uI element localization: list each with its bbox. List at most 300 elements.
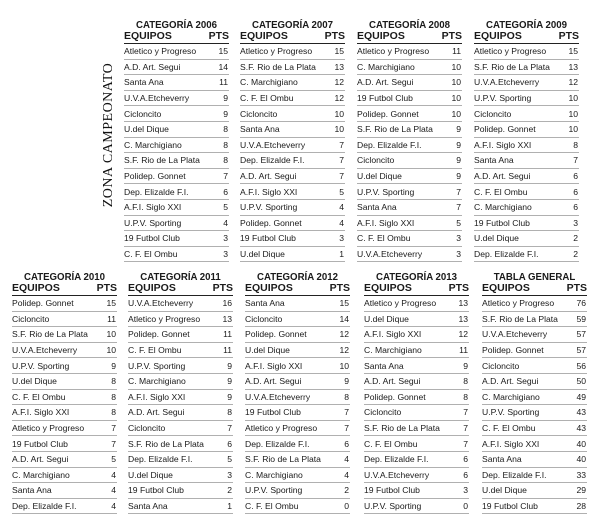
- header-equipos: EQUIPOS: [12, 282, 60, 294]
- table-row: [124, 247, 229, 263]
- team-name: A.D. Art. Segui: [245, 376, 302, 387]
- table-row: [474, 138, 579, 154]
- team-points: 43: [576, 423, 586, 434]
- team-name: C. F. El Ombu: [357, 233, 411, 244]
- table-row: [240, 91, 345, 107]
- team-name: U.del Dique: [245, 345, 290, 356]
- team-points: 6: [344, 438, 349, 449]
- team-name: 19 Futbol Club: [245, 407, 301, 418]
- team-points: 15: [339, 298, 349, 309]
- table-row: [128, 483, 233, 499]
- table-row: [124, 106, 229, 122]
- team-name: Atletico y Progreso: [474, 46, 547, 57]
- team-points: 12: [334, 77, 344, 88]
- team-points: 10: [106, 345, 116, 356]
- team-name: C. F. El Ombu: [474, 186, 528, 197]
- team-points: 40: [576, 454, 586, 465]
- table-header: [240, 31, 345, 44]
- team-points: 13: [458, 298, 468, 309]
- table-title: TABLA GENERAL: [493, 271, 576, 283]
- team-name: Santa Ana: [364, 360, 404, 371]
- team-points: 9: [456, 171, 461, 182]
- team-name: Dep. Elizalde F.I.: [240, 155, 305, 166]
- team-points: 3: [339, 233, 344, 244]
- team-name: S.F. Rio de La Plata: [364, 423, 440, 434]
- team-name: C. F. El Ombu: [240, 93, 294, 104]
- team-name: Cicloncito: [12, 313, 50, 324]
- header-pts: PTS: [212, 282, 233, 294]
- table-header: [474, 31, 579, 44]
- team-name: Atletico y Progreso: [240, 46, 313, 57]
- table-row: [240, 122, 345, 138]
- table-title: CATEGORÍA 2010: [23, 271, 106, 283]
- team-name: A.F.I. Siglo XXI: [245, 360, 303, 371]
- team-points: 10: [568, 108, 578, 119]
- team-name: S.F. Rio de La Plata: [482, 313, 558, 324]
- team-name: U.P.V. Sporting: [128, 360, 186, 371]
- table-row: [474, 75, 579, 91]
- team-name: U.P.V. Sporting: [474, 93, 532, 104]
- team-points: 15: [568, 46, 578, 57]
- team-points: 12: [458, 329, 468, 340]
- table-row: [240, 75, 345, 91]
- team-name: U.P.V. Sporting: [357, 186, 415, 197]
- team-points: 9: [456, 139, 461, 150]
- table-row: [482, 374, 587, 390]
- team-name: S.F. Rio de La Plata: [240, 61, 316, 72]
- team-points: 6: [573, 202, 578, 213]
- team-name: U.V.A.Etcheverry: [128, 298, 194, 309]
- team-name: Santa Ana: [474, 155, 514, 166]
- table-row: [128, 436, 233, 452]
- team-points: 13: [334, 61, 344, 72]
- table-row: [240, 60, 345, 76]
- table-row: [124, 153, 229, 169]
- table-row: [245, 327, 350, 343]
- header-equipos: EQUIPOS: [474, 30, 522, 42]
- team-name: 19 Futbol Club: [124, 233, 180, 244]
- table-row: [357, 60, 462, 76]
- team-name: Dep. Elizalde F.I.: [482, 469, 547, 480]
- team-points: 10: [568, 124, 578, 135]
- team-points: 6: [463, 469, 468, 480]
- header-pts: PTS: [448, 282, 469, 294]
- team-name: A.D. Art. Segui: [482, 376, 539, 387]
- table-header: [364, 283, 469, 296]
- team-points: 8: [111, 391, 116, 402]
- table-row: [245, 312, 350, 328]
- team-points: 9: [344, 376, 349, 387]
- table-row: [357, 122, 462, 138]
- team-points: 76: [576, 298, 586, 309]
- table-row: [482, 327, 587, 343]
- team-name: Dep. Elizalde F.I.: [128, 454, 193, 465]
- team-points: 5: [223, 202, 228, 213]
- team-name: 19 Futbol Club: [482, 501, 538, 512]
- table-row: [364, 452, 469, 468]
- team-name: C. Marchigiano: [12, 469, 70, 480]
- team-points: 14: [218, 61, 228, 72]
- table-row: [128, 499, 233, 515]
- team-points: 7: [339, 155, 344, 166]
- team-points: 4: [111, 469, 116, 480]
- team-name: U.P.V. Sporting: [240, 202, 298, 213]
- team-points: 7: [463, 438, 468, 449]
- team-points: 8: [227, 407, 232, 418]
- team-points: 10: [451, 77, 461, 88]
- table-row: [128, 468, 233, 484]
- team-points: 10: [451, 108, 461, 119]
- table-row: [364, 499, 469, 515]
- team-points: 10: [568, 93, 578, 104]
- team-name: A.D. Art. Segui: [474, 171, 531, 182]
- team-points: 10: [339, 360, 349, 371]
- team-points: 10: [334, 124, 344, 135]
- team-name: Polidep. Gonnet: [245, 329, 307, 340]
- table-row: [128, 327, 233, 343]
- team-points: 6: [227, 438, 232, 449]
- team-points: 15: [334, 46, 344, 57]
- team-name: U.V.A.Etcheverry: [357, 249, 423, 260]
- team-name: C. Marchigiano: [240, 77, 298, 88]
- team-name: U.P.V. Sporting: [12, 360, 70, 371]
- team-points: 3: [223, 249, 228, 260]
- table-row: [240, 216, 345, 232]
- table-row: [474, 231, 579, 247]
- table-row: [128, 452, 233, 468]
- team-points: 13: [568, 61, 578, 72]
- table-row: [128, 312, 233, 328]
- standings-table: [357, 20, 462, 262]
- table-row: [482, 296, 587, 312]
- team-points: 10: [334, 108, 344, 119]
- team-points: 9: [111, 360, 116, 371]
- team-name: S.F. Rio de La Plata: [128, 438, 204, 449]
- team-name: Dep. Elizalde F.I.: [357, 139, 422, 150]
- team-points: 43: [576, 407, 586, 418]
- team-name: Cicloncito: [357, 155, 395, 166]
- table-row: [124, 216, 229, 232]
- team-points: 8: [463, 376, 468, 387]
- team-points: 7: [111, 423, 116, 434]
- team-name: A.F.I. Siglo XXI: [482, 438, 540, 449]
- team-points: 0: [463, 501, 468, 512]
- team-points: 7: [227, 423, 232, 434]
- team-points: 12: [339, 345, 349, 356]
- table-row: [12, 343, 117, 359]
- team-name: A.D. Art. Segui: [364, 376, 421, 387]
- team-points: 11: [459, 345, 468, 356]
- table-row: [364, 296, 469, 312]
- table-row: [240, 184, 345, 200]
- team-points: 49: [576, 391, 586, 402]
- table-row: [245, 390, 350, 406]
- team-name: Santa Ana: [245, 298, 285, 309]
- team-points: 29: [576, 485, 586, 496]
- team-points: 7: [573, 155, 578, 166]
- team-points: 4: [344, 454, 349, 465]
- team-name: U.P.V. Sporting: [245, 485, 303, 496]
- table-row: [364, 390, 469, 406]
- table-row: [245, 483, 350, 499]
- table-row: [245, 296, 350, 312]
- table-row: [128, 390, 233, 406]
- table-row: [364, 374, 469, 390]
- team-points: 6: [223, 186, 228, 197]
- team-name: S.F. Rio de La Plata: [12, 329, 88, 340]
- header-equipos: EQUIPOS: [357, 30, 405, 42]
- team-name: Dep. Elizalde F.I.: [12, 501, 77, 512]
- team-name: A.F.I. Siglo XXI: [124, 202, 182, 213]
- table-row: [12, 374, 117, 390]
- table-row: [364, 358, 469, 374]
- team-name: U.V.A.Etcheverry: [364, 469, 430, 480]
- table-row: [245, 343, 350, 359]
- team-points: 5: [111, 454, 116, 465]
- table-row: [240, 44, 345, 60]
- team-points: 4: [339, 217, 344, 228]
- team-name: Dep. Elizalde F.I.: [124, 186, 189, 197]
- team-points: 8: [111, 376, 116, 387]
- team-points: 50: [576, 376, 586, 387]
- team-points: 8: [223, 155, 228, 166]
- team-name: Cicloncito: [124, 108, 162, 119]
- team-points: 9: [227, 391, 232, 402]
- team-name: U.del Dique: [482, 485, 527, 496]
- team-points: 11: [107, 313, 116, 324]
- team-points: 9: [227, 376, 232, 387]
- team-name: Cicloncito: [128, 423, 166, 434]
- team-name: U.del Dique: [474, 233, 519, 244]
- team-name: U.del Dique: [240, 249, 285, 260]
- team-name: A.F.I. Siglo XXI: [364, 329, 422, 340]
- table-row: [245, 452, 350, 468]
- team-name: Atletico y Progreso: [245, 423, 318, 434]
- team-name: Cicloncito: [245, 313, 283, 324]
- table-header: [482, 283, 587, 296]
- standings-table: [482, 272, 587, 514]
- team-points: 2: [344, 485, 349, 496]
- team-name: A.F.I. Siglo XXI: [474, 139, 532, 150]
- table-row: [124, 169, 229, 185]
- table-row: [245, 468, 350, 484]
- header-pts: PTS: [96, 282, 117, 294]
- team-name: Santa Ana: [124, 77, 164, 88]
- table-row: [474, 91, 579, 107]
- header-equipos: EQUIPOS: [124, 30, 172, 42]
- table-row: [128, 405, 233, 421]
- team-points: 9: [223, 93, 228, 104]
- table-row: [245, 405, 350, 421]
- team-name: Dep. Elizalde F.I.: [474, 249, 539, 260]
- team-name: Dep. Elizalde F.I.: [364, 454, 429, 465]
- table-row: [474, 153, 579, 169]
- standings-table: [474, 20, 579, 262]
- table-row: [124, 60, 229, 76]
- team-points: 11: [223, 345, 232, 356]
- team-points: 9: [463, 360, 468, 371]
- table-row: [12, 312, 117, 328]
- team-points: 3: [463, 485, 468, 496]
- header-equipos: EQUIPOS: [482, 282, 530, 294]
- table-row: [128, 343, 233, 359]
- table-row: [357, 169, 462, 185]
- team-name: A.F.I. Siglo XXI: [357, 217, 415, 228]
- team-name: U.V.A.Etcheverry: [12, 345, 78, 356]
- table-row: [482, 421, 587, 437]
- team-points: 4: [344, 469, 349, 480]
- team-name: C. F. El Ombu: [364, 438, 418, 449]
- team-name: Santa Ana: [357, 202, 397, 213]
- team-points: 8: [463, 391, 468, 402]
- team-points: 6: [573, 171, 578, 182]
- table-row: [124, 44, 229, 60]
- table-row: [357, 200, 462, 216]
- team-points: 40: [576, 438, 586, 449]
- team-name: U.del Dique: [364, 313, 409, 324]
- team-points: 6: [573, 186, 578, 197]
- team-name: Atletico y Progreso: [128, 313, 201, 324]
- team-points: 59: [576, 313, 586, 324]
- team-name: A.F.I. Siglo XXI: [128, 391, 186, 402]
- team-points: 9: [456, 124, 461, 135]
- team-name: Atletico y Progreso: [12, 423, 85, 434]
- table-row: [357, 91, 462, 107]
- team-points: 7: [456, 202, 461, 213]
- header-pts: PTS: [324, 30, 345, 42]
- team-points: 12: [334, 93, 344, 104]
- team-points: 5: [456, 217, 461, 228]
- team-points: 3: [456, 233, 461, 244]
- team-points: 15: [218, 46, 228, 57]
- table-row: [12, 436, 117, 452]
- team-name: 19 Futbol Club: [364, 485, 420, 496]
- table-row: [357, 44, 462, 60]
- team-name: U.P.V. Sporting: [482, 407, 540, 418]
- standings-table: [12, 272, 117, 514]
- team-points: 9: [223, 108, 228, 119]
- zona-campeonato-label: [96, 60, 122, 210]
- table-row: [482, 452, 587, 468]
- table-row: [240, 200, 345, 216]
- team-name: Cicloncito: [240, 108, 278, 119]
- team-name: A.D. Art. Segui: [12, 454, 69, 465]
- team-points: 13: [458, 313, 468, 324]
- header-pts: PTS: [558, 30, 579, 42]
- table-title: CATEGORÍA 2008: [368, 19, 451, 31]
- header-equipos: EQUIPOS: [245, 282, 293, 294]
- table-row: [474, 247, 579, 263]
- table-row: [124, 138, 229, 154]
- table-title: CATEGORÍA 2013: [375, 271, 458, 283]
- table-row: [482, 436, 587, 452]
- header-pts: PTS: [329, 282, 350, 294]
- table-row: [240, 231, 345, 247]
- table-row: [474, 184, 579, 200]
- team-points: 2: [573, 249, 578, 260]
- team-points: 4: [223, 217, 228, 228]
- table-title: CATEGORÍA 2009: [485, 19, 568, 31]
- team-name: C. F. El Ombu: [12, 391, 66, 402]
- team-name: A.F.I. Siglo XXI: [240, 186, 298, 197]
- team-name: Atletico y Progreso: [357, 46, 430, 57]
- team-points: 1: [339, 249, 344, 260]
- table-row: [474, 122, 579, 138]
- table-header: [245, 283, 350, 296]
- team-points: 3: [573, 217, 578, 228]
- team-points: 7: [463, 407, 468, 418]
- header-equipos: EQUIPOS: [128, 282, 176, 294]
- table-row: [482, 483, 587, 499]
- table-row: [364, 312, 469, 328]
- table-row: [124, 122, 229, 138]
- table-row: [482, 343, 587, 359]
- table-row: [245, 374, 350, 390]
- team-points: 4: [339, 202, 344, 213]
- team-name: 19 Futbol Club: [357, 93, 413, 104]
- team-points: 9: [227, 360, 232, 371]
- team-points: 13: [222, 313, 232, 324]
- team-name: Polidep. Gonnet: [12, 298, 74, 309]
- table-row: [12, 483, 117, 499]
- team-name: U.P.V. Sporting: [364, 501, 422, 512]
- team-name: C. F. El Ombu: [128, 345, 182, 356]
- team-name: Cicloncito: [482, 360, 520, 371]
- table-title: CATEGORÍA 2007: [251, 19, 334, 31]
- table-row: [364, 405, 469, 421]
- table-row: [474, 106, 579, 122]
- standings-table: [364, 272, 469, 514]
- team-points: 2: [573, 233, 578, 244]
- team-points: 4: [111, 501, 116, 512]
- team-name: A.D. Art. Segui: [240, 171, 297, 182]
- team-name: Dep. Elizalde F.I.: [245, 438, 310, 449]
- table-row: [364, 468, 469, 484]
- table-row: [357, 247, 462, 263]
- table-row: [12, 421, 117, 437]
- team-points: 12: [568, 77, 578, 88]
- table-row: [124, 231, 229, 247]
- table-row: [12, 499, 117, 515]
- team-name: U.del Dique: [357, 171, 402, 182]
- team-points: 57: [576, 329, 586, 340]
- table-row: [124, 200, 229, 216]
- team-name: Atletico y Progreso: [364, 298, 437, 309]
- team-name: Santa Ana: [482, 454, 522, 465]
- table-row: [12, 405, 117, 421]
- table-row: [482, 358, 587, 374]
- team-name: A.D. Art. Segui: [124, 61, 181, 72]
- team-name: Polidep. Gonnet: [482, 345, 544, 356]
- team-points: 33: [576, 469, 586, 480]
- team-points: 10: [451, 93, 461, 104]
- team-name: A.D. Art. Segui: [357, 77, 414, 88]
- team-name: S.F. Rio de La Plata: [357, 124, 433, 135]
- team-name: Polidep. Gonnet: [474, 124, 536, 135]
- team-name: Polidep. Gonnet: [364, 391, 426, 402]
- table-title: CATEGORÍA 2011: [140, 271, 221, 283]
- team-points: 14: [339, 313, 349, 324]
- table-row: [124, 91, 229, 107]
- team-points: 2: [227, 485, 232, 496]
- table-row: [240, 247, 345, 263]
- team-points: 15: [106, 298, 116, 309]
- team-name: C. F. El Ombu: [482, 423, 536, 434]
- table-row: [474, 60, 579, 76]
- team-points: 8: [573, 139, 578, 150]
- team-points: 3: [456, 249, 461, 260]
- team-name: C. Marchigiano: [474, 202, 532, 213]
